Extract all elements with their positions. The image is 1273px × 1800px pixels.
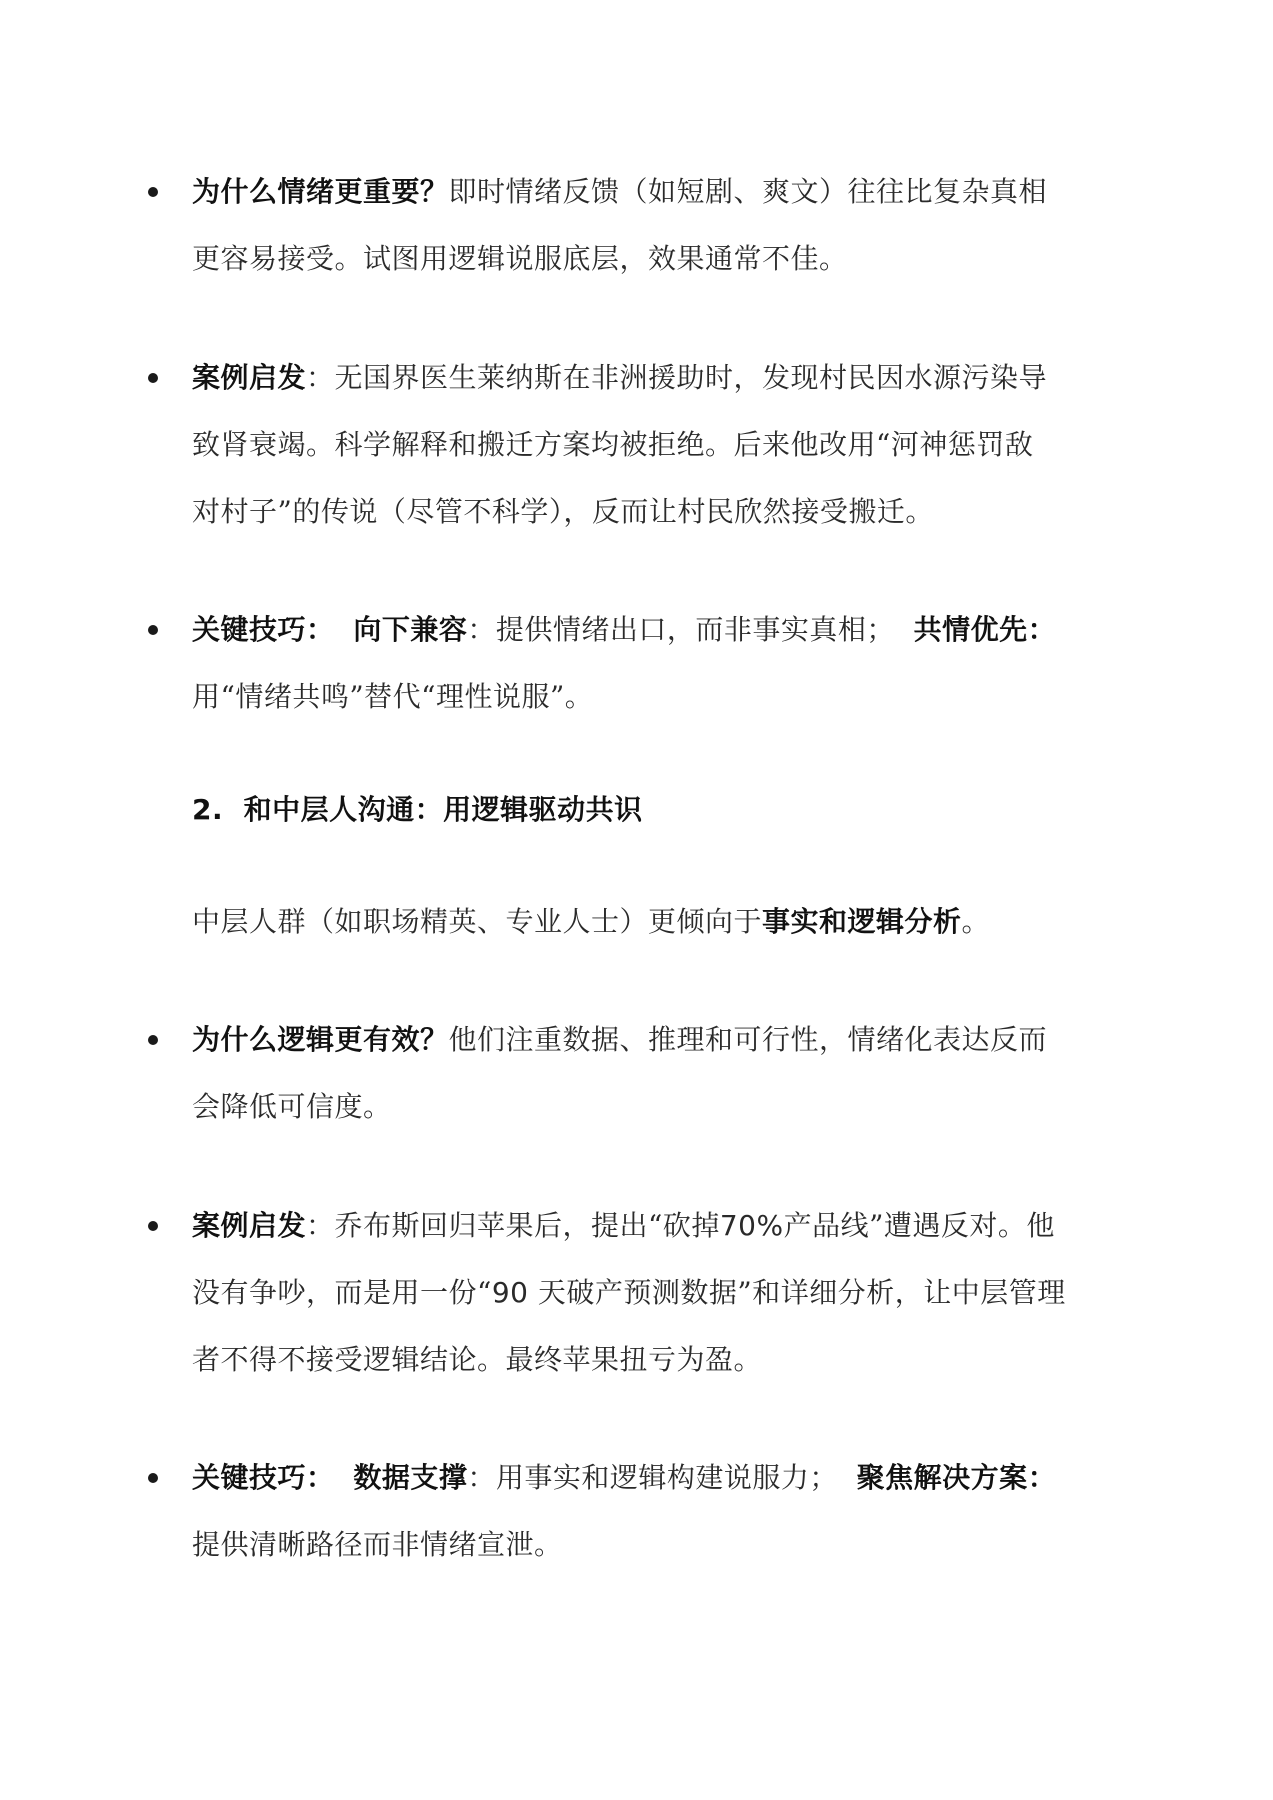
bullet-dot bbox=[148, 1473, 158, 1483]
bullet-text: ：用事实和逻辑构建说服力； bbox=[467, 1461, 838, 1494]
heading-line bbox=[192, 776, 1092, 843]
bullet-line: 提供清晰路径而非情绪宣泄。 bbox=[192, 1528, 563, 1561]
key-term: 聚焦解决方案 bbox=[856, 1461, 1028, 1494]
bullet-why-logic bbox=[192, 1006, 1092, 1140]
bullet-line bbox=[192, 596, 1092, 663]
bullet-line bbox=[192, 1006, 1092, 1073]
bullet-line: 对村子”的传说（尽管不科学），反而让村民欣然接受搬迁。 bbox=[192, 495, 934, 528]
heading-number: 2. bbox=[192, 793, 224, 826]
bullet-line bbox=[192, 1192, 1092, 1259]
bullet-line bbox=[192, 158, 1092, 225]
bullet-line: 更容易接受。试图用逻辑说服底层，效果通常不佳。 bbox=[192, 242, 848, 275]
bullet-text: 没有争吵，而是用一份“ bbox=[192, 1276, 492, 1309]
bullet-line: 用“情绪共鸣”替代“理性说服”。 bbox=[192, 680, 594, 713]
bullet-label: 关键技巧： bbox=[192, 1461, 335, 1494]
bullet-label: 关键技巧： bbox=[192, 613, 335, 646]
heading-text: 和中层人沟通：用逻辑驱动共识 bbox=[243, 793, 643, 826]
bullet-case-study bbox=[192, 344, 1092, 545]
paragraph-line bbox=[192, 888, 1092, 955]
bullet-key-tips bbox=[192, 596, 1092, 730]
bullet-dot bbox=[148, 187, 158, 197]
key-term: 向下兼容 bbox=[353, 613, 468, 646]
bullet-label: 案例启发 bbox=[192, 361, 307, 394]
bullet-label: 为什么逻辑更有效？ bbox=[192, 1023, 449, 1056]
key-term: 共情优先： bbox=[913, 613, 1057, 646]
bullet-dot bbox=[148, 373, 158, 383]
key-term-colon: ： bbox=[1027, 1461, 1057, 1494]
section-heading bbox=[192, 776, 1092, 843]
emphasis-text: 事实和逻辑分析 bbox=[762, 905, 962, 938]
bullet-line bbox=[192, 344, 1092, 411]
bullet-text: 产品线”遭遇反对。他 bbox=[783, 1209, 1055, 1242]
bullet-text: 即时情绪反馈（如短剧、爽文）往往比复杂真相 bbox=[448, 175, 1048, 208]
bullet-text: 天破产预测数据”和详细分析，让中层管理 bbox=[537, 1276, 1066, 1309]
bullet-dot bbox=[148, 1035, 158, 1045]
bullet-why-emotion bbox=[192, 158, 1092, 292]
paragraph-text: 。 bbox=[961, 905, 991, 938]
intro-paragraph bbox=[192, 888, 1092, 955]
bullet-text: ：乔布斯回归苹果后，提出“砍掉 bbox=[306, 1209, 720, 1242]
key-term: 数据支撑 bbox=[353, 1461, 468, 1494]
bullet-line bbox=[192, 1259, 1092, 1326]
bullet-text: ：提供情绪出口，而非事实真相； bbox=[467, 613, 895, 646]
bullet-label: 为什么情绪更重要？ bbox=[192, 175, 449, 208]
bullet-text: ：无国界医生莱纳斯在非洲援助时，发现村民因水源污染导 bbox=[306, 361, 1048, 394]
number-text: 90 bbox=[491, 1276, 529, 1309]
bullet-line: 致肾衰竭。科学解释和搬迁方案均被拒绝。后来他改用“河神惩罚敌 bbox=[192, 428, 1034, 461]
bullet-case-study-2 bbox=[192, 1192, 1092, 1393]
bullet-text: 他们注重数据、推理和可行性，情绪化表达反而 bbox=[448, 1023, 1048, 1056]
bullet-key-tips-2 bbox=[192, 1444, 1092, 1578]
bullet-line: 会降低可信度。 bbox=[192, 1090, 392, 1123]
number-text: 70% bbox=[719, 1209, 784, 1242]
bullet-label: 案例启发 bbox=[192, 1209, 307, 1242]
bullet-dot bbox=[148, 1221, 158, 1231]
paragraph-text: 中层人群（如职场精英、专业人士）更倾向于 bbox=[192, 905, 763, 938]
bullet-dot bbox=[148, 625, 158, 635]
bullet-line: 者不得不接受逻辑结论。最终苹果扭亏为盈。 bbox=[192, 1343, 763, 1376]
bullet-line bbox=[192, 1444, 1092, 1511]
